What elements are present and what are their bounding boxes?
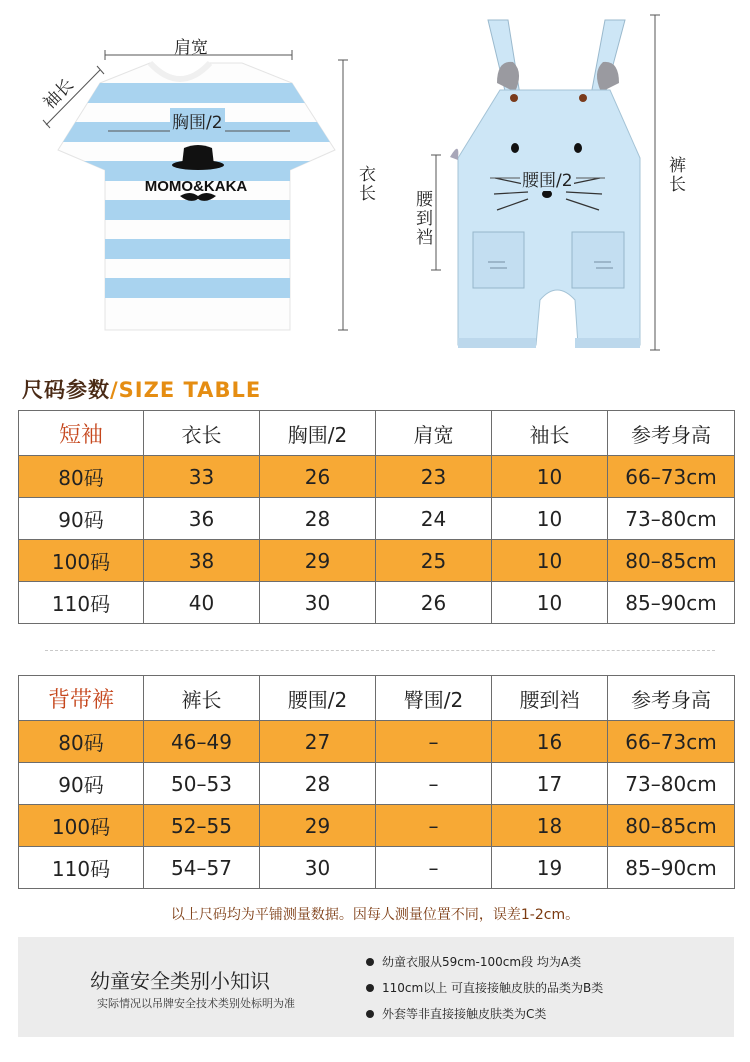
- table-row: [19, 847, 735, 889]
- list-item: 外套等非直接接触皮肤类为C类: [366, 1004, 603, 1030]
- table-cell: 38: [144, 540, 260, 582]
- table-cell: 80–85cm: [608, 540, 735, 582]
- table-cell: 73–80cm: [608, 763, 735, 805]
- size-table-title-en: /SIZE TABLE: [110, 378, 262, 402]
- table-header-cell: 肩宽: [376, 411, 492, 456]
- table-cell: 28: [260, 498, 376, 540]
- table-cell: 26: [260, 456, 376, 498]
- table-cell: 80–85cm: [608, 805, 735, 847]
- table-cell: 10: [492, 582, 608, 624]
- knowledge-subtitle: 实际情况以吊牌安全技术类别处标明为准: [97, 997, 295, 1010]
- measurement-note: 以上尺码均为平铺测量数据。因每人测量位置不同，误差1-2cm。: [170, 907, 580, 923]
- table-header-cell: 参考身高: [608, 676, 735, 721]
- table-header-row: [19, 411, 735, 456]
- knowledge-list: [366, 952, 603, 1030]
- table-row: [19, 805, 735, 847]
- table-cell: 19: [492, 847, 608, 889]
- table-cell: 100码: [19, 805, 144, 847]
- table-cell: 52–55: [144, 805, 260, 847]
- table-cell: 73–80cm: [608, 498, 735, 540]
- table-header-cell: 短袖: [19, 411, 144, 456]
- table-cell: 17: [492, 763, 608, 805]
- table-cell: 110码: [19, 847, 144, 889]
- table-row: [19, 540, 735, 582]
- overalls-size-table: [18, 675, 735, 889]
- sleeve-length-label: 袖长: [39, 75, 78, 114]
- chest-label: 胸围/2: [170, 108, 225, 133]
- short-sleeve-size-table: [18, 410, 735, 624]
- table-cell: 24: [376, 498, 492, 540]
- table-header-cell: 胸围/2: [260, 411, 376, 456]
- table-cell: 33: [144, 456, 260, 498]
- table-cell: 40: [144, 582, 260, 624]
- table-cell: 28: [260, 763, 376, 805]
- table-row: [19, 763, 735, 805]
- table-cell: –: [376, 763, 492, 805]
- table-row: [19, 582, 735, 624]
- table-cell: 80码: [19, 456, 144, 498]
- table-cell: 10: [492, 498, 608, 540]
- table-cell: 25: [376, 540, 492, 582]
- dashed-divider: [45, 650, 715, 651]
- table-cell: 18: [492, 805, 608, 847]
- shirt-brand-text: MOMO&KAKA: [144, 178, 248, 195]
- table-cell: 10: [492, 540, 608, 582]
- table-header-cell: 衣长: [144, 411, 260, 456]
- table-cell: 27: [260, 721, 376, 763]
- table-cell: 29: [260, 805, 376, 847]
- table-header-row: [19, 676, 735, 721]
- safety-knowledge-box: [18, 937, 734, 1037]
- table-cell: 50–53: [144, 763, 260, 805]
- table-cell: 100码: [19, 540, 144, 582]
- table-cell: 30: [260, 582, 376, 624]
- waist-label: 腰围/2: [521, 166, 574, 191]
- list-item: 110cm以上 可直接接触皮肤的品类为B类: [366, 978, 603, 1004]
- table-cell: 110码: [19, 582, 144, 624]
- shirt-length-label: 衣长: [355, 165, 375, 203]
- table-cell: 85–90cm: [608, 847, 735, 889]
- waist-to-crotch-label: 腰到裆: [412, 190, 432, 247]
- table-cell: 85–90cm: [608, 582, 735, 624]
- table-cell: –: [376, 805, 492, 847]
- table-header-cell: 臀围/2: [376, 676, 492, 721]
- table-row: [19, 498, 735, 540]
- product-illustrations: [0, 0, 750, 365]
- table-header-cell: 背带裤: [19, 676, 144, 721]
- table-cell: 66–73cm: [608, 721, 735, 763]
- table-cell: 36: [144, 498, 260, 540]
- size-table-title-cn: 尺码参数: [22, 378, 110, 402]
- table-header-cell: 袖长: [492, 411, 608, 456]
- table-cell: 66–73cm: [608, 456, 735, 498]
- knowledge-title: 幼童安全类别小知识: [90, 969, 270, 993]
- table-cell: 26: [376, 582, 492, 624]
- table-cell: 30: [260, 847, 376, 889]
- table-cell: 23: [376, 456, 492, 498]
- shoulder-width-label: 肩宽: [174, 38, 208, 58]
- table-header-cell: 腰围/2: [260, 676, 376, 721]
- table-cell: –: [376, 721, 492, 763]
- table-cell: 10: [492, 456, 608, 498]
- list-item: 幼童衣服从59cm-100cm段 均为A类: [366, 952, 603, 978]
- table-row: [19, 456, 735, 498]
- table-header-cell: 参考身高: [608, 411, 735, 456]
- table-header-cell: 腰到裆: [492, 676, 608, 721]
- table-cell: 29: [260, 540, 376, 582]
- table-cell: 46–49: [144, 721, 260, 763]
- table-cell: 80码: [19, 721, 144, 763]
- table-cell: 90码: [19, 498, 144, 540]
- size-table-title: [22, 374, 261, 404]
- table-cell: 90码: [19, 763, 144, 805]
- table-header-cell: 裤长: [144, 676, 260, 721]
- table-cell: 16: [492, 721, 608, 763]
- tshirt-image: [40, 63, 360, 330]
- table-cell: –: [376, 847, 492, 889]
- pants-length-label: 裤长: [665, 156, 685, 194]
- table-cell: 54–57: [144, 847, 260, 889]
- table-row: [19, 721, 735, 763]
